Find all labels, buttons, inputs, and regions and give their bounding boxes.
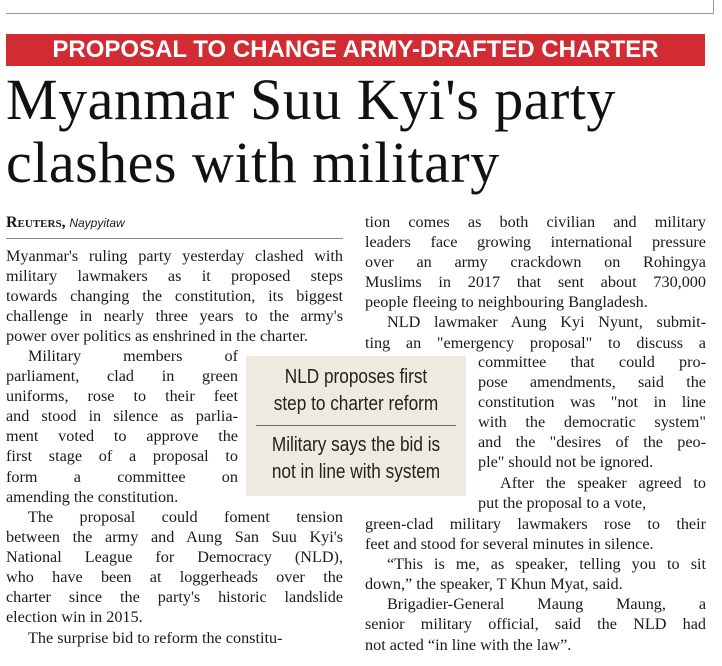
column-2-wrapped xyxy=(478,352,706,513)
headline-line-2: clashes with military xyxy=(6,130,500,195)
text-line: with the democratic system" xyxy=(478,413,706,432)
text-line: senior military official, said the NLD had xyxy=(365,615,706,634)
text-line: charter since the party's historic landslide xyxy=(6,588,343,607)
text-line: people fleeing to neighbouring Bangladesh. xyxy=(365,293,648,312)
top-border-rule xyxy=(6,13,714,14)
text-line: election win in 2015. xyxy=(6,608,143,627)
kicker-banner: PROPOSAL TO CHANGE ARMY-DRAFTED CHARTER xyxy=(6,34,705,66)
text-line: between the army and Aung San Suu Kyi's xyxy=(6,528,343,547)
column-1-paragraph-2 xyxy=(6,346,238,507)
text-line: challenge in nearly three years to the army's xyxy=(6,307,343,326)
text-line: NLD lawmaker Aung Kyi Nyunt, submit- xyxy=(387,313,706,332)
text-line: first stage of a proposal to xyxy=(6,447,238,466)
pull-quote-1-line-1: NLD proposes first xyxy=(284,366,428,388)
text-line: parliament, clad in green xyxy=(6,367,238,386)
text-line: put the proposal to a vote, xyxy=(478,493,647,512)
text-line: feet and stood for several minutes in silence. xyxy=(365,535,654,554)
text-line: ment voted to approve the xyxy=(6,427,238,446)
text-line: not acted “in line with the law”. xyxy=(365,635,572,654)
text-line: form a committee on xyxy=(6,467,238,486)
column-2-bottom xyxy=(365,493,706,655)
text-line: uniforms, rose to their feet xyxy=(6,387,238,406)
text-line: Muslims in 2017 that sent about 730,000 xyxy=(365,273,706,292)
text-line: down,” the speaker, T Khun Myat, said. xyxy=(365,575,623,594)
pull-quote-box xyxy=(246,356,466,496)
pull-quote-1 xyxy=(261,364,450,418)
text-line: green-clad military lawmakers rose to their xyxy=(365,515,706,533)
byline-agency: Reuters, xyxy=(6,214,66,231)
column-1-paragraph-3 xyxy=(6,507,343,648)
pull-quote-1-line-2: step to charter reform xyxy=(273,393,439,415)
text-line: Myanmar's ruling party yesterday clashed with xyxy=(6,247,343,265)
text-line: amending the constitution. xyxy=(6,487,179,506)
right-border-rule xyxy=(713,0,714,14)
text-line: National League for Democracy (NLD), xyxy=(6,548,343,567)
text-line: and stood in silence as parlia- xyxy=(6,407,238,426)
text-line: and the "desires of the peo- xyxy=(478,433,706,452)
column-2-top xyxy=(365,212,706,353)
text-line: leaders face growing international pressure xyxy=(365,233,706,252)
text-line: “This is me, as speaker, telling you to sit xyxy=(387,555,706,574)
text-line: over an army crackdown on Rohingya xyxy=(365,253,706,272)
headline xyxy=(6,68,711,194)
text-line: The proposal could foment tension xyxy=(28,508,343,526)
column-1-paragraph-1 xyxy=(6,246,343,346)
text-line: pose amendments, said the xyxy=(478,373,706,392)
text-line: ple" should not be ignored. xyxy=(478,453,654,472)
text-line: military lawmakers as it proposed steps xyxy=(6,267,343,286)
text-line: tion comes as both civilian and military xyxy=(365,213,706,231)
headline-line-1: Myanmar Suu Kyi's party xyxy=(6,67,616,132)
text-line: After the speaker agreed to xyxy=(500,473,706,492)
byline xyxy=(6,214,125,232)
text-line: constitution was "not in line xyxy=(478,393,706,412)
text-line: ting an "emergency proposal" to discuss a xyxy=(365,333,706,352)
text-line: who have been at loggerheads over the xyxy=(6,568,343,587)
text-line: The surprise bid to reform the constitu- xyxy=(28,628,283,647)
pull-quote-divider xyxy=(256,425,456,426)
text-line: towards changing the constitution, its biggest xyxy=(6,287,343,306)
pull-quote-2-line-1: Military says the bid is xyxy=(271,434,441,456)
byline-place: Naypyitaw xyxy=(69,216,125,230)
text-line: power over politics as enshrined in the charter. xyxy=(6,327,309,346)
text-line: Military members of xyxy=(28,347,238,365)
byline-divider xyxy=(6,238,343,239)
text-line: Brigadier-General Maung Maung, a xyxy=(387,595,706,614)
text-line: committee that could pro- xyxy=(478,353,706,371)
pull-quote-2-line-2: not in line with system xyxy=(271,461,441,483)
pull-quote-2 xyxy=(261,432,450,486)
